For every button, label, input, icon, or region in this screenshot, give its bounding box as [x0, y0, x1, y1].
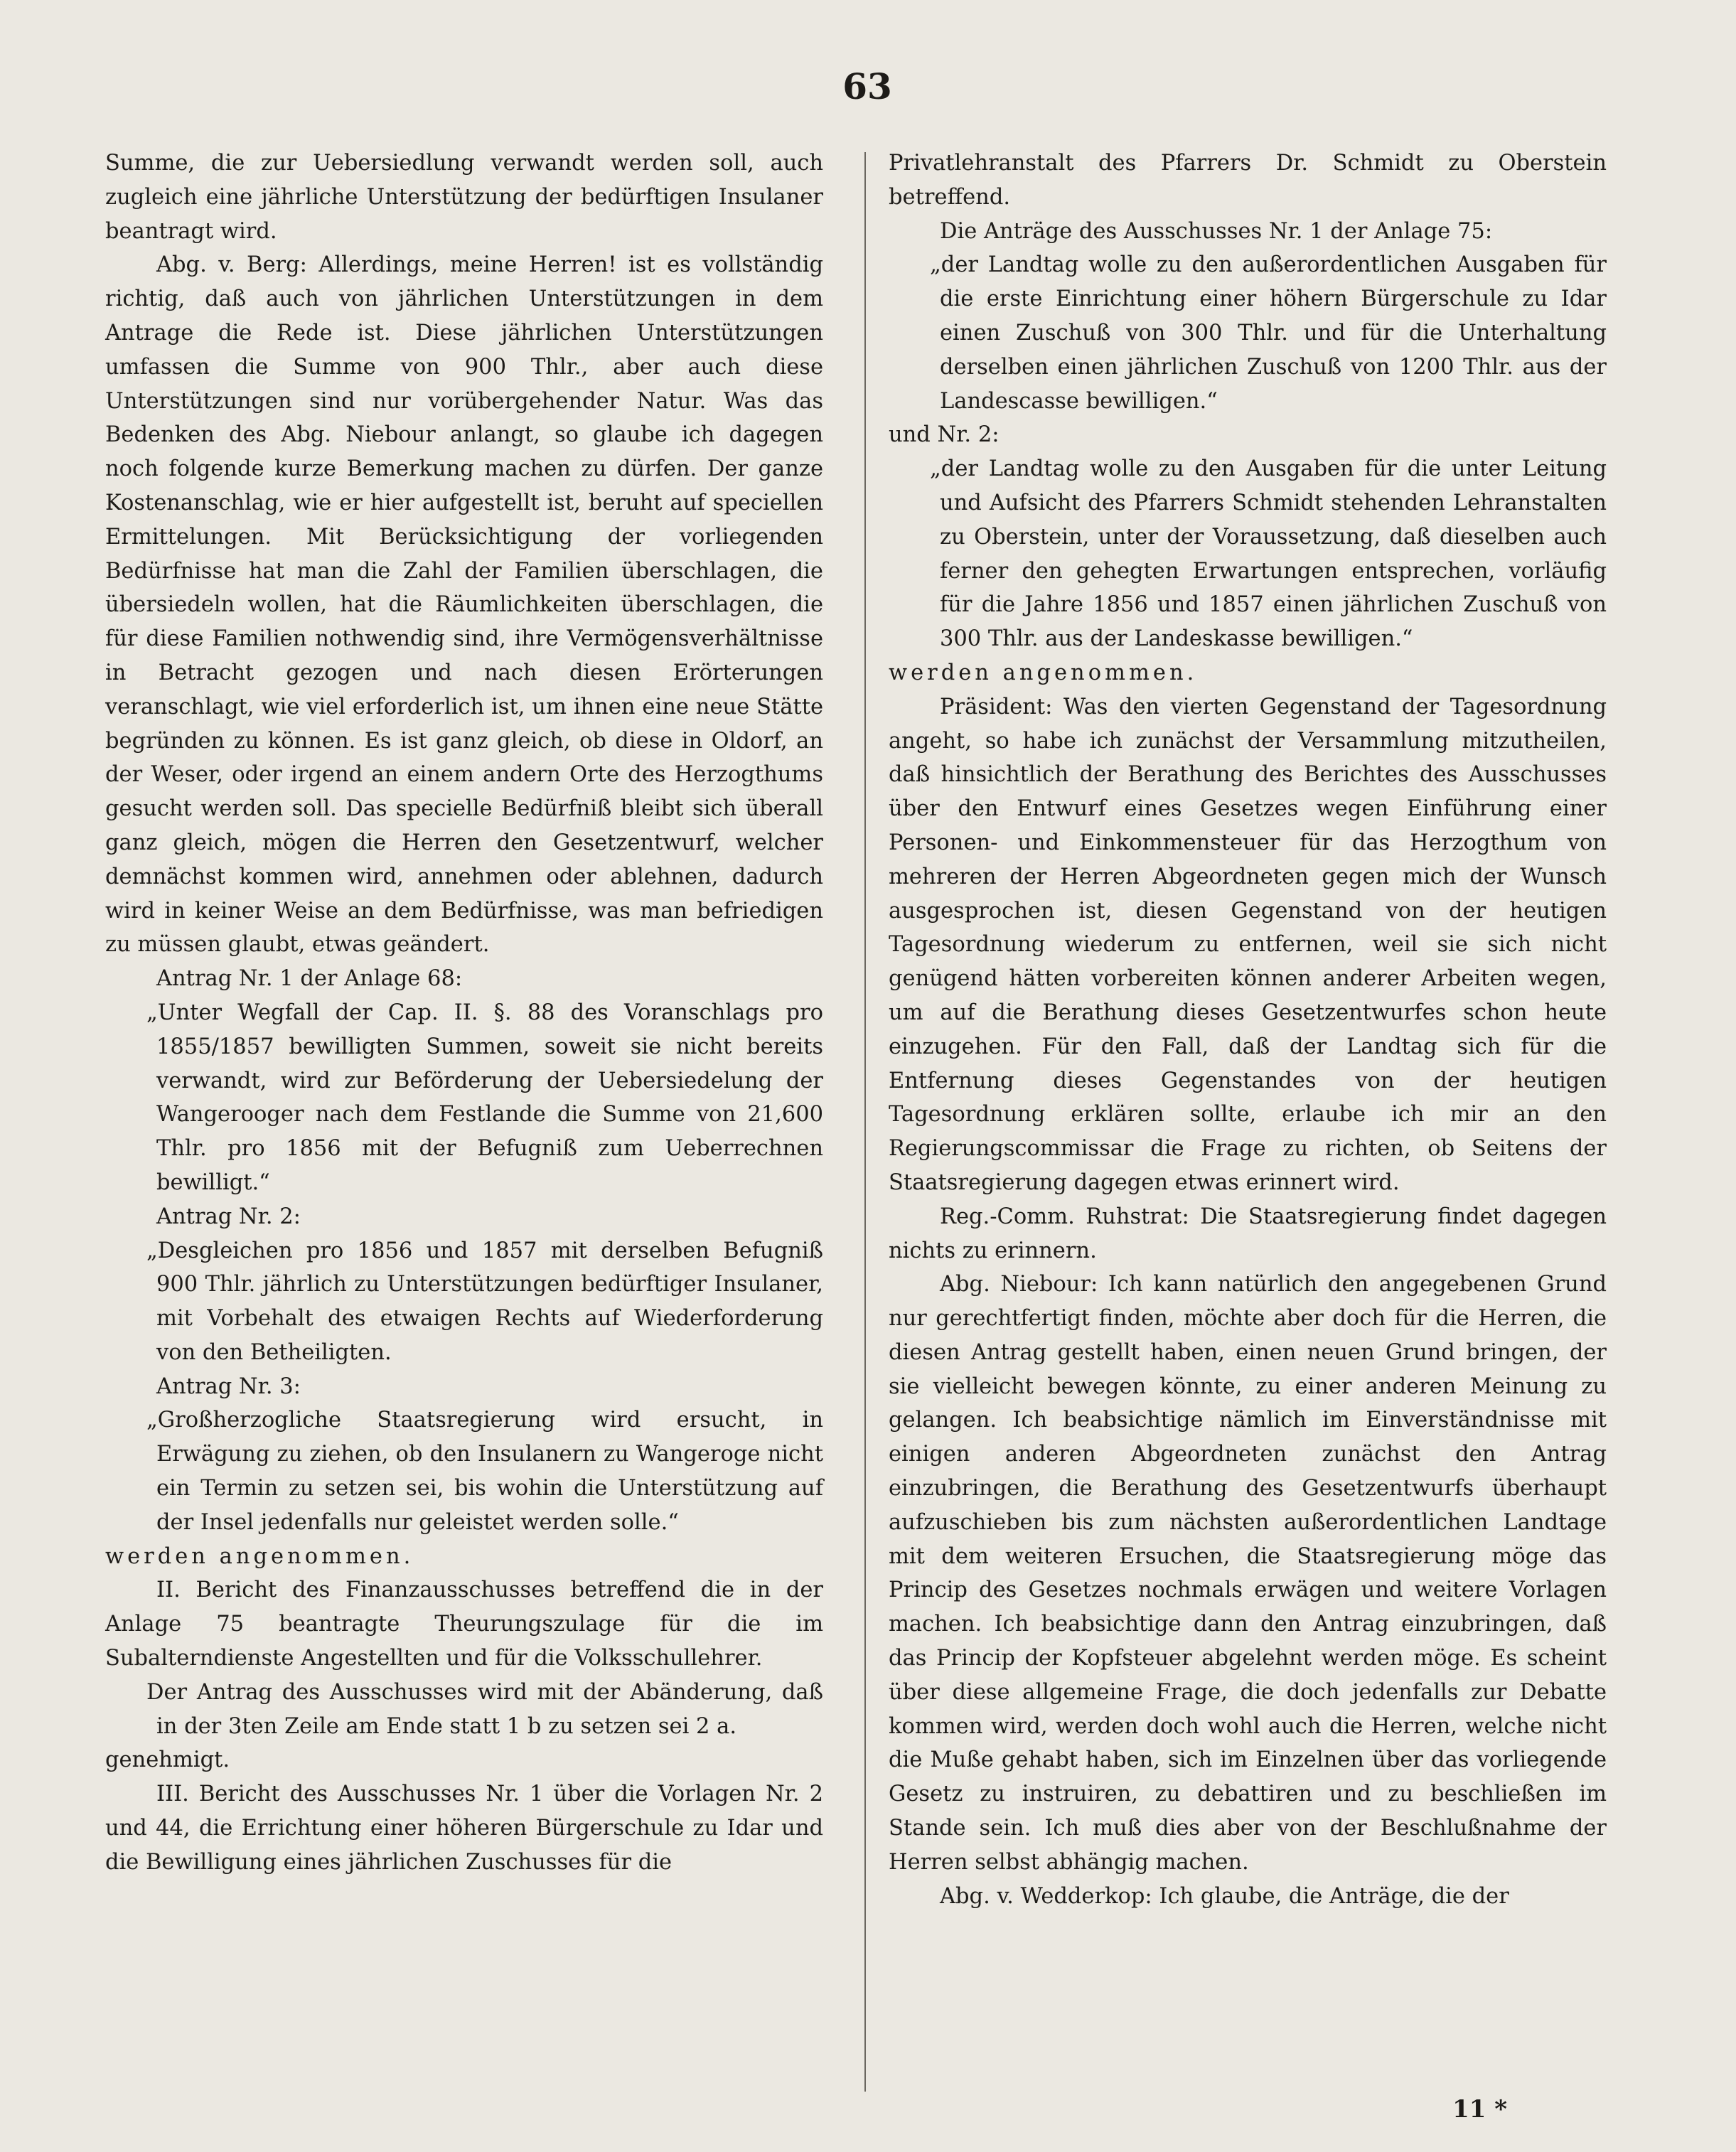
paragraph: Privatlehranstalt des Pfarrers Dr. Schmidt zu Oberstein betreffend. [889, 151, 1607, 210]
speech-niebour: Abg. Niebour: Ich kann natürlich den angegebenen Grund nur gerechtfertigt finden, möchte aber doch für die Herren, die diesen Antrag gestellt haben, einen neuen Grund bringen, der sie vielleicht bewegen könnte, zu einer anderen Meinung zu gelangen. Ich beabsichtige nämlich im Einverständnisse mit einigen anderen Abgeordneten zunächst den Antrag einzubringen, die Berathung des Gesetzentwurfs überhaupt aufzuschieben bis zum nächsten außerordentlichen Landtage mit dem weiteren Ersuchen, die Staatsregierung möge das Princip des Gesetzes nochmals erwägen und weitere Vorlagen machen. Ich beabsichtige dann den Antrag einzubringen, daß das Princip der Kopfsteuer abgelehnt werden möge. Es scheint über diese allgemeine Frage, die doch jedenfalls zur Debatte kommen wird, werden doch wohl auch die Herren, welche nicht die Muße gehabt haben, sich im Einzelnen über das vorliegende Gesetz zu instruiren, zu debattiren und zu beschließen im Stande sein. Ich muß dies aber von der Beschlußnahme der Herren selbst abhängig machen. [889, 1272, 1607, 1875]
column-divider [864, 152, 866, 2092]
motion-text: „der Landtag wolle zu den Ausgaben für die unter Leitung und Aufsicht des Pfarrers Schmidt stehenden Lehranstalten zu Oberstein, unter der Voraussetzung, daß dieselben auch ferner den gehegten Erwartungen entsprechen, vorläufig für die Jahre 1856 und 1857 einen jährlichen Zuschuß von 300 Thlr. aus der Landeskasse bewilligen.“ [930, 456, 1607, 652]
speech-berg: Abg. v. Berg: Allerdings, meine Herren! ist es vollständig richtig, daß auch von jährlichen Unterstützungen in dem Antrage die Rede ist. Diese jährlichen Unterstützungen umfassen die Summe von 900 Thlr., aber auch diese Unterstützungen sind nur vorübergehender Natur. Was das Bedenken des Abg. Niebour anlangt, so glaube ich dagegen noch folgende kurze Bemerkung machen zu dürfen. Der ganze Kostenanschlag, wie er hier aufgestellt ist, beruht auf speciellen Ermittelungen. Mit Berücksichtigung der vorliegenden Bedürfnisse hat man die Zahl der Familien überschlagen, die übersiedeln wollen, hat die Räumlichkeiten überschlagen, die für diese Familien nothwendig sind, ihre Vermögensverhältnisse in Betracht gezogen und nach diesen Erörterungen veranschlagt, wie viel erforderlich ist, um ihnen eine neue Stätte begründen zu können. Es ist ganz gleich, ob diese in Oldorf, an der Weser, oder irgend an einem andern Orte des Herzogthums gesucht werden soll. Das specielle Bedürfniß bleibt sich überall ganz gleich, mögen die Herren den Gesetzentwurf, welcher demnächst kommen wird, annehmen oder ablehnen, dadurch wird in keiner Weise an dem Bedürfnisse, was man befriedigen zu müssen glaubt, etwas geändert. [105, 252, 823, 958]
paragraph: Der Antrag des Ausschusses wird mit der Abänderung, daß in der 3ten Zeile am Ende statt 1 b zu setzen sei 2 a. [146, 1679, 823, 1739]
speech-wedderkop: Abg. v. Wedderkop: Ich glaube, die Anträge, die der [940, 1883, 1509, 1909]
motion-heading: Antrag Nr. 2: [156, 1204, 301, 1229]
motion-heading: Antrag Nr. 3: [156, 1374, 301, 1399]
motion-text: „Desgleichen pro 1856 und 1857 mit derselben Befugniß 900 Thlr. jährlich zu Unterstützungen bedürftiger Insulaner, mit Vorbehalt des etwaigen Rechts auf Wiederforderung von den Betheiligten. [146, 1238, 823, 1365]
motion-text: „Großherzogliche Staatsregierung wird ersucht, in Erwägung zu ziehen, ob den Insulanern zu Wangeroge nicht ein Termin zu setzen sei, bis wohin die Unterstützung auf der Insel jedenfalls nur geleistet werden solle.“ [146, 1408, 823, 1535]
signature-mark: 11 * [1452, 2095, 1507, 2124]
page-number: 63 [842, 65, 892, 107]
motion-text: „der Landtag wolle zu den außerordentlichen Ausgaben für die erste Einrichtung einer höhern Bürgerschule zu Idar einen Zuschuß von 300 Thlr. und für die Unterhaltung derselben einen jährlichen Zuschuß von 1200 Thlr. aus der Landescasse bewilligen.“ [930, 252, 1607, 414]
paragraph: Summe, die zur Uebersiedlung verwandt werden soll, auch zugleich eine jährliche Unterstützung der bedürftigen Insulaner beantragt wird. [105, 151, 823, 244]
resolution-note: werden angenommen. [105, 1543, 414, 1569]
resolution-note: werden angenommen. [889, 660, 1198, 685]
right-column [889, 146, 1607, 1913]
speech-ruhstrat: Reg.-Comm. Ruhstrat: Die Staatsregierung findet dagegen nichts zu erinnern. [889, 1204, 1607, 1263]
paragraph: und Nr. 2: [889, 422, 1000, 448]
left-column [105, 146, 823, 1880]
section-heading: II. Bericht des Finanzausschusses betreffend die in der Anlage 75 beantragte Theurungszulage für die im Subalterndienste Angestellten und für die Volksschullehrer. [105, 1578, 823, 1671]
motion-heading: Antrag Nr. 1 der Anlage 68: [156, 966, 463, 992]
paragraph: Die Anträge des Ausschusses Nr. 1 der Anlage 75: [940, 218, 1493, 244]
resolution-note: genehmigt. [105, 1747, 230, 1773]
speech-president: Präsident: Was den vierten Gegenstand der Tagesordnung angeht, so habe ich zunächst der Versammlung mitzutheilen, daß hinsichtlich der Berathung des Berichtes des Ausschusses über den Entwurf eines Gesetzes wegen Einführung einer Personen- und Einkommensteuer für das Herzogthum von mehreren der Herren Abgeordneten gegen mich der Wunsch ausgesprochen ist, diesen Gegenstand von der heutigen Tagesordnung wiederum zu entfernen, weil sie sich nicht genügend hätten vorbereiten können anderer Arbeiten wegen, um auf die Berathung dieses Gesetzentwurfes schon heute einzugehen. Für den Fall, daß der Landtag sich für die Entfernung dieses Gegenstandes von der heutigen Tagesordnung erklären sollte, erlaube ich mir an den Regierungscommissar die Frage zu richten, ob Seitens der Staatsregierung dagegen etwas erinnert wird. [889, 694, 1607, 1195]
section-heading: III. Bericht des Ausschusses Nr. 1 über die Vorlagen Nr. 2 und 44, die Errichtung einer höheren Bürgerschule zu Idar und die Bewilligung eines jährlichen Zuschusses für die [105, 1782, 823, 1875]
motion-text: „Unter Wegfall der Cap. II. §. 88 des Voranschlags pro 1855/1857 bewilligten Summen, soweit sie nicht bereits verwandt, wird zur Beförderung der Uebersiedelung der Wangerooger nach dem Festlande die Summe von 21,600 Thlr. pro 1856 mit der Befugniß zum Ueberrechnen bewilligt.“ [146, 1000, 823, 1195]
